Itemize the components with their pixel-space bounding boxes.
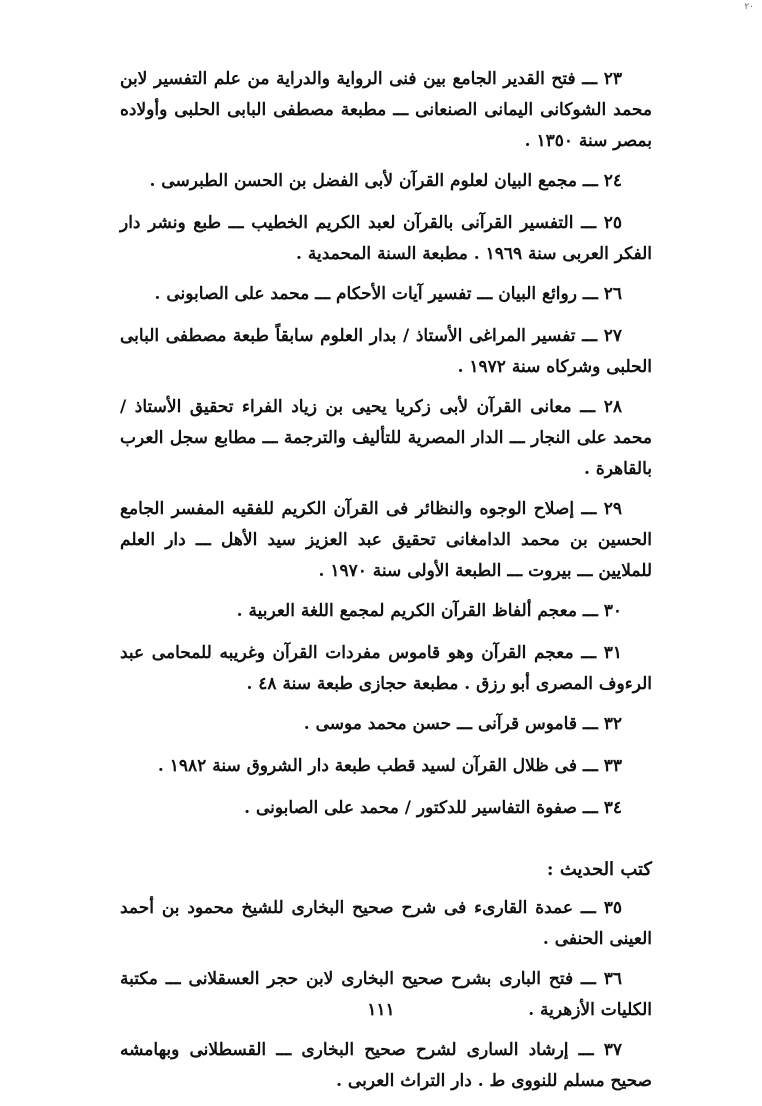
- reference-entry-25: ٢٥ ـــ التفسير القرآنى بالقرآن لعبد الكريم الخطيب ـــ طبع ونشر دار الفكر العربى سنة ١٩٦٩ . مطبعة السنة المحمدية .: [120, 213, 652, 264]
- reference-entry-27: ٢٧ ـــ تفسير المراغى الأستاذ / بدار العلوم سابقاً طبعة مصطفى البابى الحلبى وشركاه سنة ١٩٧٢ .: [120, 326, 652, 377]
- reference-entry-37: ٣٧ ـــ إرشاد السارى لشرح صحيح البخارى ـــ القسطلانى وبهامشه صحيح مسلم للنووى ط . دار التراث العربى .: [120, 1040, 652, 1091]
- page-body: [120, 64, 652, 1106]
- page-number: ١١١: [367, 1000, 395, 1020]
- section-heading-hadith: كتب الحديث :: [546, 859, 652, 880]
- reference-entry-33: ٣٣ ـــ فى ظلال القرآن لسيد قطب طبعة دار الشروق سنة ١٩٨٢ .: [157, 756, 622, 776]
- reference-entry-30: ٣٠ ـــ معجم ألفاظ القرآن الكريم لمجمع اللغة العربية .: [236, 601, 622, 621]
- reference-entry-32: ٣٢ ـــ قاموس قرآنى ـــ حسن محمد موسى .: [303, 714, 622, 734]
- reference-entry-36: ٣٦ ـــ فتح البارى بشرح صحيح البخارى لابن حجر العسقلانى ـــ مكتبة الكليات الأزهرية .: [120, 969, 652, 1020]
- reference-entry-31: ٣١ ـــ معجم القرآن وهو قاموس مفردات القرآن وغريبه للمحامى عبد الرءوف المصرى أبو رزق . مطبعة حجازى طبعة سنة ٤٨ .: [120, 643, 652, 694]
- reference-entry-23: ٢٣ ـــ فتح القدير الجامع بين فنى الرواية والدراية من علم التفسير لابن محمد الشوكانى اليمانى الصنعانى ـــ مطبعة مصطفى البابى الحلبى وأولاده بمصر سنة ١٣٥٠ .: [120, 69, 652, 151]
- reference-entry-29: ٢٩ ـــ إصلاح الوجوه والنظائر فى القرآن الكريم للفقيه المفسر الجامع الحسين بن محمد الدامغانى تحقيق عبد العزيز سيد الأهل ـــ دار العلم للملايين ـــ بيروت ـــ الطبعة الأولى سنة ١٩٧٠ .: [120, 499, 652, 581]
- reference-entry-34: ٣٤ ـــ صفوة التفاسير للدكتور / محمد على الصابونى .: [244, 798, 622, 818]
- reference-entry-26: ٢٦ ـــ روائع البيان ـــ تفسير آيات الأحكام ـــ محمد على الصابونى .: [154, 284, 622, 304]
- reference-entry-24: ٢٤ ـــ مجمع البيان لعلوم القرآن لأبى الفضل بن الحسن الطبرسى .: [149, 171, 622, 191]
- reference-entry-28: ٢٨ ـــ معانى القرآن لأبى زكريا يحيى بن زياد الفراء تحقيق الأستاذ / محمد على النجار ـــ الدار المصرية للتأليف والترجمة ـــ مطابع سجل العرب بالقاهرة .: [120, 397, 652, 479]
- reference-entry-35: ٣٥ ـــ عمدة القارىء فى شرح صحيح البخارى للشيخ محمود بن أحمد العينى الحنفى .: [120, 898, 652, 949]
- corner-mark: ٢٠: [744, 2, 754, 12]
